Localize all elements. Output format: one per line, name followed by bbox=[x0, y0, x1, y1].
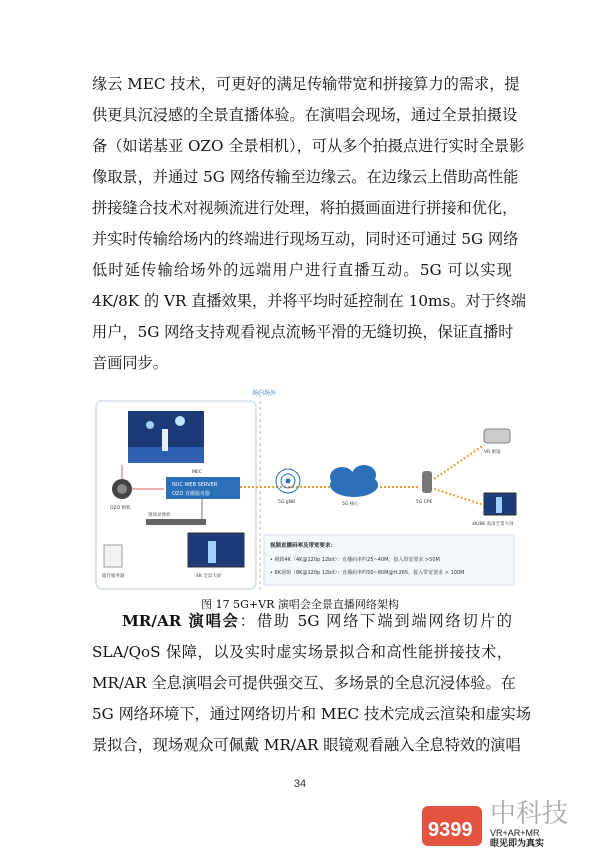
ozo-camera-icon bbox=[112, 479, 132, 499]
hd-screen-icon bbox=[472, 493, 516, 527]
paragraph-2 bbox=[92, 606, 532, 761]
server-line-1: NUC WEB SERVER bbox=[172, 482, 218, 488]
watermark-brand: 中科技 bbox=[490, 799, 569, 829]
architecture-figure bbox=[92, 385, 520, 593]
mec-label: MEC bbox=[192, 470, 202, 475]
text-line: 并实时传输给场内的终端进行现场互动，同时还可通过 5G 网络 bbox=[92, 230, 519, 248]
concert-stage-image bbox=[128, 411, 204, 463]
watermark-digits: 9399 bbox=[428, 819, 473, 841]
figure-caption: 图 17 5G+VR 演唱会全景直播网络架构 bbox=[201, 598, 399, 611]
switch-label: 现场录像机 bbox=[148, 513, 171, 518]
text-line: 缘云 MEC 技术，可更好的满足传输带宽和拼接算力的需求，提 bbox=[92, 75, 520, 93]
branch-arrow bbox=[434, 489, 484, 505]
core-cloud-icon bbox=[330, 465, 378, 507]
gnb-label: 5G gNB bbox=[278, 500, 296, 505]
text-line: 用户，5G 网络支持观看视点流畅平滑的无缝切换，保证直播时 bbox=[92, 323, 514, 341]
text-line: 像取景，并通过 5G 网络传输至边缘云。在边缘云上借助高性能 bbox=[92, 168, 519, 186]
screen-label: 4K/8K 高清全景大屏 bbox=[472, 522, 514, 527]
cpe-label: 5G CPE bbox=[416, 500, 433, 505]
vr-label: VR 眼镜 bbox=[484, 450, 501, 455]
page-number: 34 bbox=[293, 778, 307, 790]
storage-server-icon bbox=[102, 545, 125, 579]
watermark-sub2: 眼见即为真实 bbox=[490, 839, 545, 848]
zone-inside-label: 场内 bbox=[252, 390, 265, 397]
text-line: 4K/8K 的 VR 直播效果，并将平均时延控制在 10ms。对于终端 bbox=[92, 292, 527, 310]
text-fragment: ：借助 5G 网络下端到端网络切片的 bbox=[239, 612, 512, 630]
watermark-logo bbox=[420, 786, 600, 848]
text-line bbox=[92, 606, 512, 637]
req-line-1: • 极致4K（4K@120p 12bit）：直播码率约25~40M，接入带宽要求 >50M bbox=[270, 557, 440, 563]
req-title: 视频直播码率及带宽要求： bbox=[270, 543, 337, 549]
cpe-icon bbox=[416, 471, 433, 505]
text-line: 备（如诺基亚 OZO 全景相机），可从多个拍摄点进行实时全景影 bbox=[92, 137, 525, 155]
text-line: 景拟合，现场观众可佩戴 MR/AR 眼镜观看融入全息特效的演唱 bbox=[92, 736, 521, 754]
zone-outside-label: 场外 bbox=[264, 390, 277, 397]
text-line: 拼接缝合技术对视频流进行处理，将拍摄画面进行拼接和优化， bbox=[92, 199, 518, 217]
text-line: 音画同步。 bbox=[92, 354, 168, 372]
server-line-2: OZO 直播服务器 bbox=[172, 491, 210, 497]
text-line: SLA/QoS 保障，以及实时虚实场景拟合和高性能拼接技术， bbox=[92, 643, 512, 661]
tv-label: 4K 全景大屏 bbox=[196, 574, 222, 579]
storage-label: 储存服务器 bbox=[102, 574, 125, 579]
vr-headset-icon bbox=[484, 429, 510, 455]
text-line: 5G 网络环境下，通过网络切片和 MEC 技术完成云渲染和虚实场 bbox=[92, 705, 532, 723]
branch-arrow bbox=[434, 445, 484, 479]
req-line-2: • 8K视频（8K@120p 12bit）：直播码率约50~80M@H.265，接入带宽要求 > 100M bbox=[270, 570, 465, 576]
watermark-sub1: VR+AR+MR bbox=[490, 828, 540, 838]
camera-label: OZO 相机 bbox=[110, 506, 131, 511]
text-line: 低时延传输给场外的远端用户进行直播互动。5G 可以实现 bbox=[92, 261, 512, 279]
bitrate-requirements-box bbox=[264, 535, 514, 585]
section-lead: MR/AR 演唱会 bbox=[122, 612, 240, 630]
paragraph-1 bbox=[92, 69, 527, 379]
text-line: MR/AR 全息演唱会可提供强交互、多场景的全息沉浸体验。在 bbox=[92, 674, 516, 692]
cloud-label: 5G 核心 bbox=[342, 502, 359, 507]
text-line: 供更具沉浸感的全景直播体验。在演唱会现场，通过全景拍摄设 bbox=[92, 106, 518, 124]
